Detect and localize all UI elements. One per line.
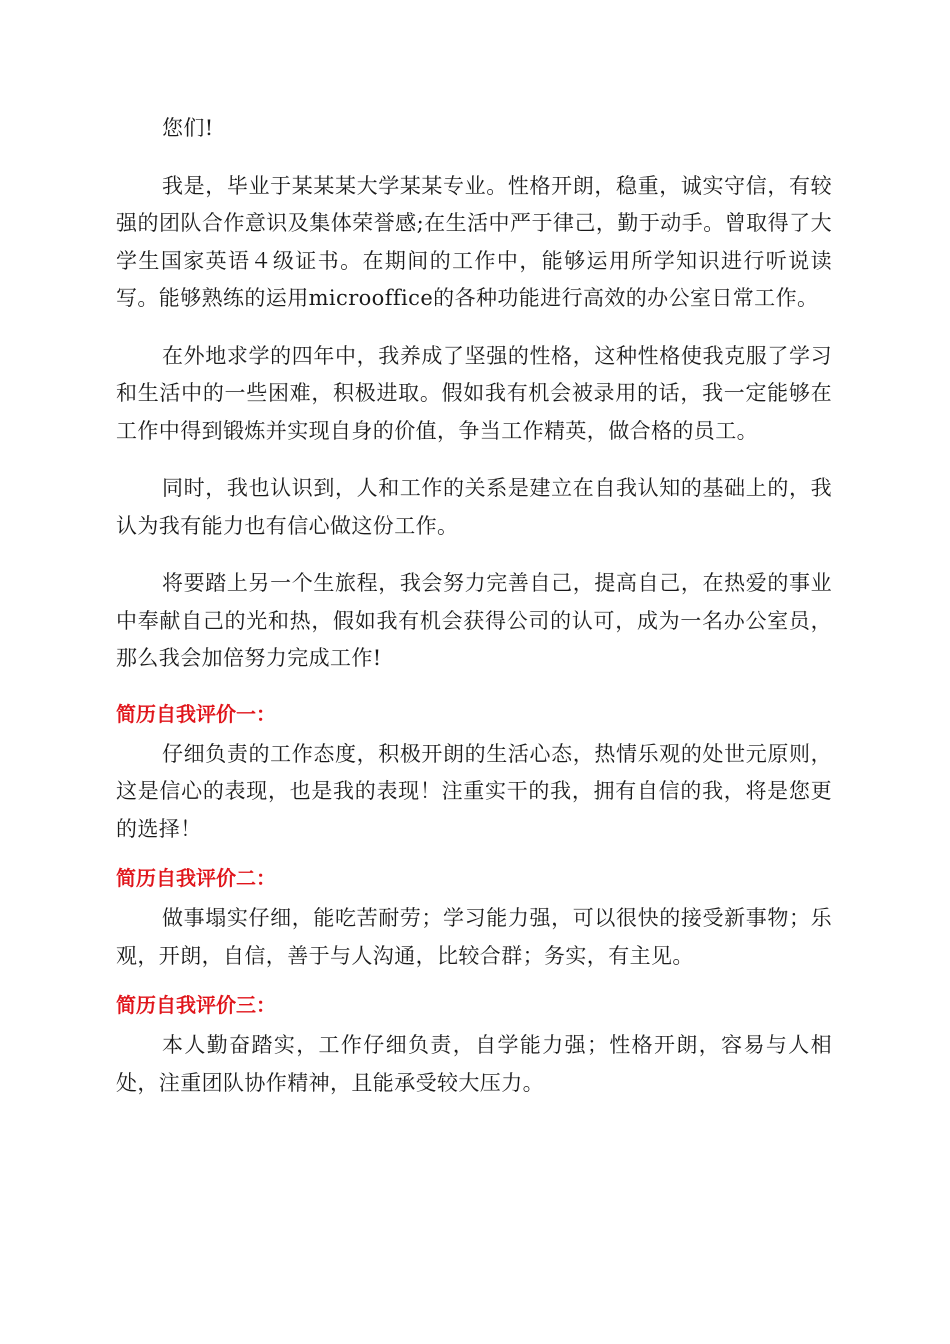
section-body-2: 做事塌实仔细，能吃苦耐劳；学习能力强，可以很快的接受新事物；乐观，开朗，自信，善于与人沟通，比较合群；务实，有主见。 xyxy=(116,906,832,968)
paragraph-self-awareness: 同时，我也认识到，人和工作的关系是建立在自我认知的基础上的，我认为我有能力也有信心做这份工作。 xyxy=(116,476,832,538)
document-page xyxy=(116,110,832,1116)
paragraph-study-years: 在外地求学的四年中，我养成了坚强的性格，这种性格使我克服了学习和生活中的一些困难，积极进取。假如我有机会被录用的话，我一定能够在工作中得到锻炼并实现自身的价值，争当工作精英，做合格的员工。 xyxy=(116,343,832,443)
paragraph-introduction: 我是，毕业于某某某大学某某专业。性格开朗，稳重，诚实守信，有较强的团队合作意识及集体荣誉感;在生活中严于律己，勤于动手。曾取得了大学生国家英语４级证书。在期间的工作中，能够运用所学知识进行听说读写。能够熟练的运用microoffice的各种功能进行高效的办公室日常工作。 xyxy=(116,173,832,310)
section-heading-2: 简历自我评价二： xyxy=(116,866,276,890)
paragraph-closing: 将要踏上另一个生旅程，我会努力完善自己，提高自己，在热爱的事业中奉献自己的光和热，假如我有机会获得公司的认可，成为一名办公室员，那么我会加倍努力完成工作! xyxy=(116,571,832,670)
section-heading-1: 简历自我评价一： xyxy=(116,701,276,726)
paragraph-greeting: 您们! xyxy=(162,116,214,140)
section-heading-3: 简历自我评价三： xyxy=(116,993,276,1017)
section-body-3: 本人勤奋踏实，工作仔细负责，自学能力强；性格开朗，容易与人相处，注重团队协作精神，且能承受较大压力。 xyxy=(116,1033,832,1095)
section-body-1: 仔细负责的工作态度，积极开朗的生活心态，热情乐观的处世元原则，这是信心的表现，也是我的表现！注重实干的我，拥有自信的我，将是您更的选择！ xyxy=(116,741,832,841)
